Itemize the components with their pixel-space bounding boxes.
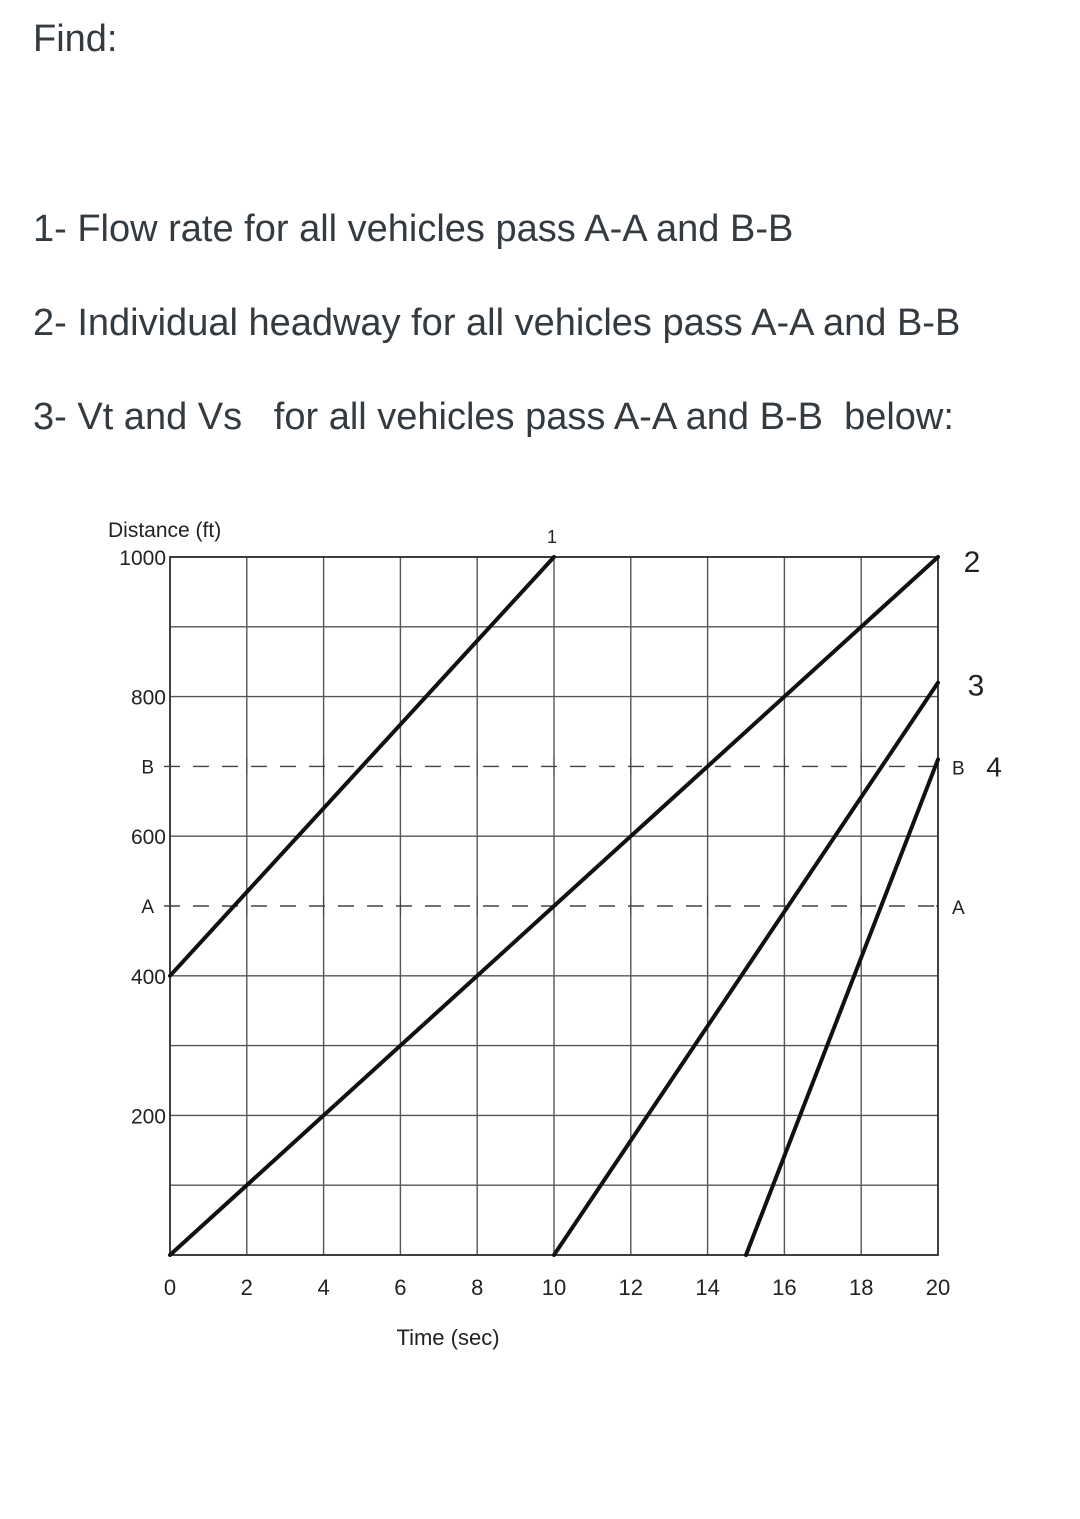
reference-label-right-a: A <box>952 898 965 919</box>
x-tick-label: 16 <box>772 1275 797 1300</box>
x-tick-label: 10 <box>541 1275 567 1300</box>
trajectory-vehicle-4 <box>746 759 938 1255</box>
reference-label-right-b: B <box>952 758 965 780</box>
x-tick-label: 2 <box>240 1275 253 1300</box>
y-axis-title: Distance (ft) <box>108 519 222 542</box>
question-1: 1- Flow rate for all vehicles pass A-A and B-B <box>33 208 794 250</box>
series-label-4: 4 <box>986 751 1002 783</box>
question-2: 2- Individual headway for all vehicles pass A-A and B-B <box>33 302 961 344</box>
page-heading: Find: <box>33 18 118 60</box>
question-3: 3- Vt and Vs for all vehicles pass A-A and B-B below: <box>33 396 954 438</box>
x-tick-label: 6 <box>394 1275 407 1300</box>
series-label-1: 1 <box>546 527 558 547</box>
x-tick-label: 8 <box>471 1275 484 1300</box>
x-tick-label: 18 <box>848 1275 874 1300</box>
x-tick-label: 12 <box>618 1275 644 1300</box>
y-tick-label: 600 <box>130 826 166 850</box>
x-tick-label: 0 <box>163 1275 177 1300</box>
x-axis-title: Time (sec) <box>396 1325 500 1350</box>
reference-label-left-b: B <box>141 757 154 779</box>
time-space-diagram <box>0 505 1080 1375</box>
y-tick-label: 800 <box>130 686 166 710</box>
x-tick-label: 4 <box>317 1275 330 1300</box>
series-label-3: 3 <box>967 669 985 703</box>
x-tick-label: 20 <box>925 1275 951 1300</box>
y-tick-label: 200 <box>130 1105 166 1129</box>
y-tick-label: 1000 <box>119 547 166 570</box>
reference-label-left-a: A <box>141 897 154 918</box>
series-label-2: 2 <box>963 546 981 579</box>
y-tick-label: 400 <box>130 965 166 989</box>
x-tick-label: 14 <box>695 1275 720 1300</box>
